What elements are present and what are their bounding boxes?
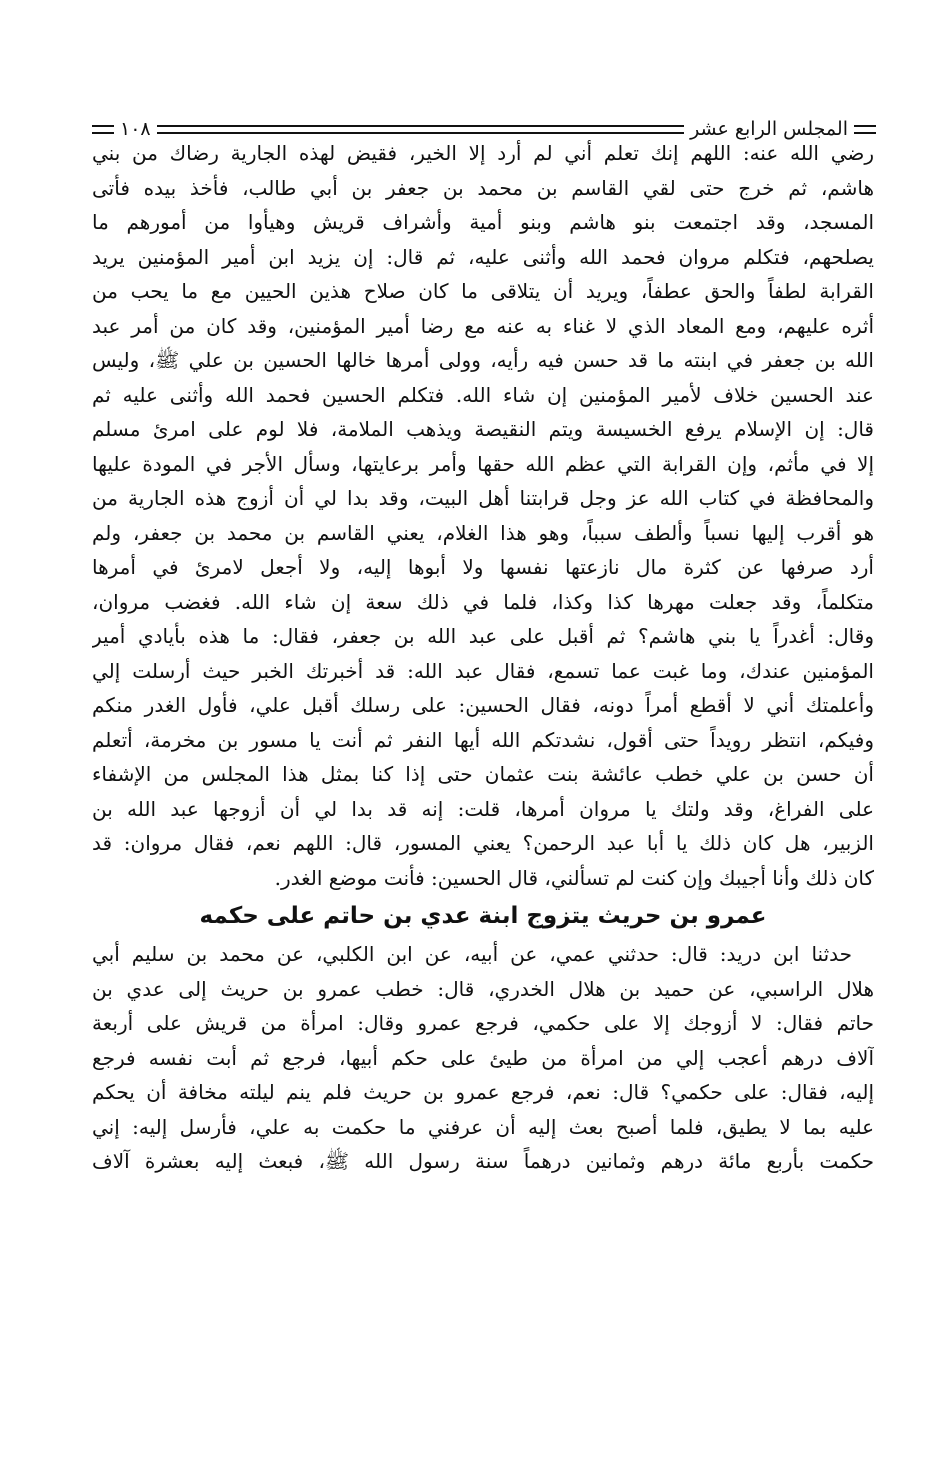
chapter-title: المجلس الرابع عشر	[690, 118, 848, 140]
section-heading: عمرو بن حريث يتزوج ابنة عدي بن حاتم على حكمه	[199, 903, 767, 929]
text-line: أرد صرفها عن كثرة مال نازعتها نفسها ولا أبوها إليه، ولا أجعل لامرئ في أمرها	[92, 555, 874, 579]
text-line: وأعلمتك أني لا أقطع أمراً دونه، فقال الحسين: على رسلك أقبل علي، فأول الغدر منكم	[92, 693, 874, 717]
text-line: يصلحهم، فتكلم مروان فحمد الله وأثنى عليه، ثم قال: إن يزيد ابن أمير المؤمنين يريد	[92, 244, 874, 269]
text-line: أن حسن بن علي خطب عائشة بنت عثمان حتى إذا كنا بمثل هذا المجلس من الإشفاء	[92, 762, 874, 786]
text-line: إليه، فقال: على حكمي؟ قال: نعم، فرجع عمرو بن حريث فلم ينم ليلته مخافة أن يحكم	[92, 1080, 874, 1104]
text-line: هاشم، ثم خرج حتى لقي القاسم بن محمد بن جعفر بن أبي طالب، فأخذ بيده فأتى	[92, 175, 874, 200]
text-line: حدثنا ابن دريد: قال: حدثني عمي، عن أبيه، عن ابن الكلبي، عن محمد بن سليم أبي	[92, 942, 852, 966]
text-line: المسجد، وقد اجتمعت بنو هاشم وبنو أمية وأشراف قريش وهيأوا من أمورهم ما	[92, 210, 874, 234]
text-line: إلا في مأثم، وإن القرابة التي عظم الله حقها وأمر برعايتها، وسأل الأجر في المودة عليها	[92, 451, 874, 476]
text-line: آلاف درهم أعجب إلي من امرأة من طيئ على حكم أبيها، فرجع ثم أبت نفسه فرجع	[92, 1045, 874, 1070]
text-line: والمحافظة في كتاب الله عز وجل قرابتنا أهل البيت، وقد بدا لي أن أزوج هذه الجارية من	[92, 486, 874, 510]
text-line: رضي الله عنه: اللهم إنك تعلم أني لم أرد إلا الخير، فقيض لهذه الجارية رضاك من بني	[92, 141, 874, 165]
text-line: المؤمنين عندك، وما غبت عما تسمع، فقال عبد الله: قد أخبرتك الخبر حيث أرسلت إلي	[92, 658, 874, 683]
text-line: حاتم فقال: لا أزوجك إلا على حكمي، فرجع عمرو وقال: امرأة من قريش على أربعة	[92, 1011, 874, 1035]
header-rule	[92, 125, 114, 134]
body-text	[92, 136, 874, 1179]
text-line: عليه بما لا يطيق، فلما أصبح بعث إليه أن عرفني ما حكمت به علي، فأرسل إليه: إني	[92, 1114, 874, 1139]
text-line: قال: إن الإسلام يرفع الخسيسة ويتم النقيصة ويذهب الملامة، فلا لوم على امرئ مسلم	[92, 417, 874, 441]
text-line: وقال: أغدراً يا بني هاشم؟ ثم أقبل على عبد الله بن جعفر، فقال: ما هذه بأيادي أمير	[92, 624, 874, 648]
paragraph-marwan-hussein	[92, 136, 874, 895]
header-rule	[157, 125, 684, 134]
text-line: حكمت بأربع مائة درهم وثمانين درهماً سنة رسول الله ﷺ، فبعث إليه بعشرة آلاف	[92, 1149, 874, 1173]
text-line: عند الحسين خلاف لأمير المؤمنين إن شاء الله. فتكلم الحسين فحمد الله وأثنى عليه ثم	[92, 382, 874, 407]
text-line: هو أقرب إليها نسباً وألطف سبباً، وهو هذا الغلام، يعني القاسم بن محمد بن جعفر، ولم	[92, 520, 874, 545]
text-line: متكلماً، وقد جعلت مهرها كذا وكذا، فلما في ذلك سعة إن شاء الله. فغضب مروان،	[92, 589, 874, 614]
text-line: وفيكم، انتظر رويداً حتى أقول، نشدتكم الله أيها النفر ثم أنت يا مسور بن مخرمة، أتعلم	[92, 727, 874, 752]
header-rule	[854, 125, 876, 134]
text-line: القرابة لطفاً والحق عطفاً، ويريد أن يتلاقى ما كان صلاح هذين الحيين مع ما يحب من	[92, 279, 874, 303]
paragraph-amr-ibn-hurayth	[92, 937, 874, 1179]
text-line: هلال الراسبي، عن حميد بن هلال الخدري، قال: خطب عمرو بن حريث إلى عدي بن	[92, 976, 874, 1001]
text-line: على الفراغ، وقد ولتك يا مروان أمرها، قلت: إنه قد بدا لي أن أزوجها عبد الله بن	[92, 796, 874, 821]
text-line: الله بن جعفر في ابنته ما قد حسن فيه رأيه، وولى أمرها خالها الحسين بن علي ﷺ، وليس	[92, 348, 874, 372]
page-number: ١٠٨	[120, 118, 151, 140]
text-line: أثره عليهم، ومع المعاد الذي لا غناء به عنه مع رضا أمير المؤمنين، وقد كان من أمر عبد	[92, 313, 874, 338]
text-line: الزبير، هل كان ذلك يا أبا عبد الرحمن؟ يعني المسور، قال: اللهم نعم، فقال مروان: قد	[92, 831, 874, 855]
text-line: كان ذلك وأنا أجيبك وإن كنت لم تسألني، قال الحسين: فأنت موضع الغدر.	[274, 865, 874, 890]
